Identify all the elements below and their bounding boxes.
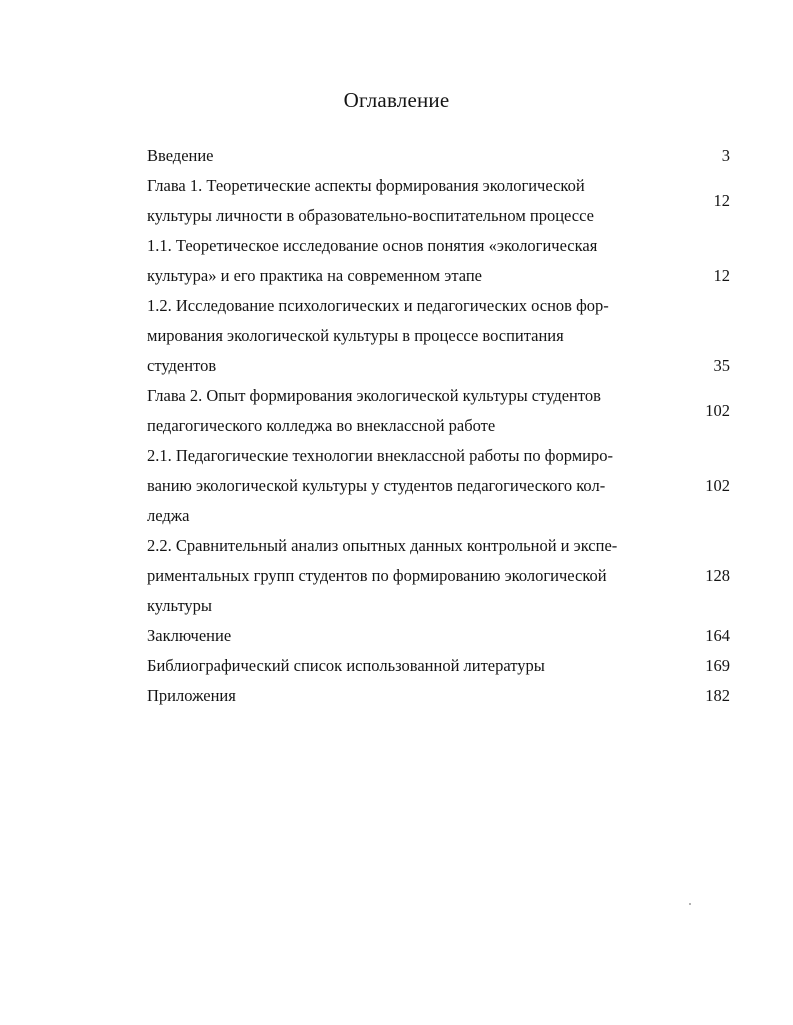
toc-page-number: 128 bbox=[705, 566, 730, 585]
toc-entry-text bbox=[147, 531, 662, 621]
toc-entry-text bbox=[147, 681, 662, 711]
toc-entry-line: культуры bbox=[147, 596, 213, 615]
toc-entry-line: 2.1. Педагогические технологии внеклассной работы по формиро- bbox=[147, 446, 613, 465]
toc-entry-conclusion bbox=[147, 621, 737, 651]
toc-entry-text bbox=[147, 621, 662, 651]
toc-entry-section-1-1 bbox=[147, 231, 737, 291]
toc-entry-line: педагогического колледжа во внеклассной работе bbox=[147, 416, 496, 435]
toc-entry-text bbox=[147, 291, 662, 381]
toc-entry-line: Глава 2. Опыт формирования экологической культуры студентов bbox=[147, 386, 601, 405]
table-of-contents bbox=[147, 141, 737, 711]
toc-entry-bibliography bbox=[147, 651, 737, 681]
toc-entry-text bbox=[147, 441, 662, 531]
toc-entry-line: Приложения bbox=[147, 686, 236, 705]
toc-entry-chapter-2 bbox=[147, 381, 737, 441]
toc-entry-line: 1.1. Теоретическое исследование основ понятия «экологическая bbox=[147, 236, 598, 255]
toc-entry-line: Заключение bbox=[147, 626, 232, 645]
toc-entry-text bbox=[147, 231, 662, 291]
toc-page-number: 12 bbox=[713, 266, 730, 285]
toc-page-number: 35 bbox=[713, 356, 730, 375]
toc-page-number: 3 bbox=[721, 146, 730, 165]
toc-page-number: 164 bbox=[705, 626, 730, 645]
toc-entry-line: культуры личности в образовательно-воспитательном процессе bbox=[147, 206, 594, 225]
toc-page-number: 102 bbox=[705, 476, 730, 495]
toc-entry-appendices bbox=[147, 681, 737, 711]
toc-entry-line: риментальных групп студентов по формированию экологической bbox=[147, 566, 607, 585]
toc-page-number: 12 bbox=[713, 191, 730, 210]
toc-page-number: 169 bbox=[705, 656, 730, 675]
toc-entry-chapter-1 bbox=[147, 171, 737, 231]
toc-entry-line: мирования экологической культуры в процессе воспитания bbox=[147, 326, 564, 345]
toc-entry-line: Введение bbox=[147, 146, 214, 165]
toc-entry-section-1-2 bbox=[147, 291, 737, 381]
toc-entry-line: Библиографический список использованной литературы bbox=[147, 656, 545, 675]
toc-entry-line: 2.2. Сравнительный анализ опытных данных контрольной и экспе- bbox=[147, 536, 618, 555]
toc-entry-line: культура» и его практика на современном этапе bbox=[147, 266, 482, 285]
toc-entry-line: леджа bbox=[147, 506, 190, 525]
toc-entry-line: ванию экологической культуры у студентов педагогического кол- bbox=[147, 476, 606, 495]
page-title: Оглавление bbox=[343, 88, 450, 112]
toc-entry-text bbox=[147, 651, 662, 681]
toc-entry-line: Глава 1. Теоретические аспекты формирования экологической bbox=[147, 176, 585, 195]
toc-entry-text bbox=[147, 381, 662, 441]
toc-entry-text bbox=[147, 141, 662, 171]
toc-page-number: 182 bbox=[705, 686, 730, 705]
toc-entry-line: 1.2. Исследование психологических и педагогических основ фор- bbox=[147, 296, 609, 315]
toc-entry-introduction bbox=[147, 141, 737, 171]
toc-entry-text bbox=[147, 171, 662, 231]
toc-page-number: 102 bbox=[705, 401, 730, 420]
toc-entry-line: студентов bbox=[147, 356, 217, 375]
scan-speck bbox=[689, 903, 691, 905]
toc-entry-section-2-1 bbox=[147, 441, 737, 531]
toc-entry-section-2-2 bbox=[147, 531, 737, 621]
